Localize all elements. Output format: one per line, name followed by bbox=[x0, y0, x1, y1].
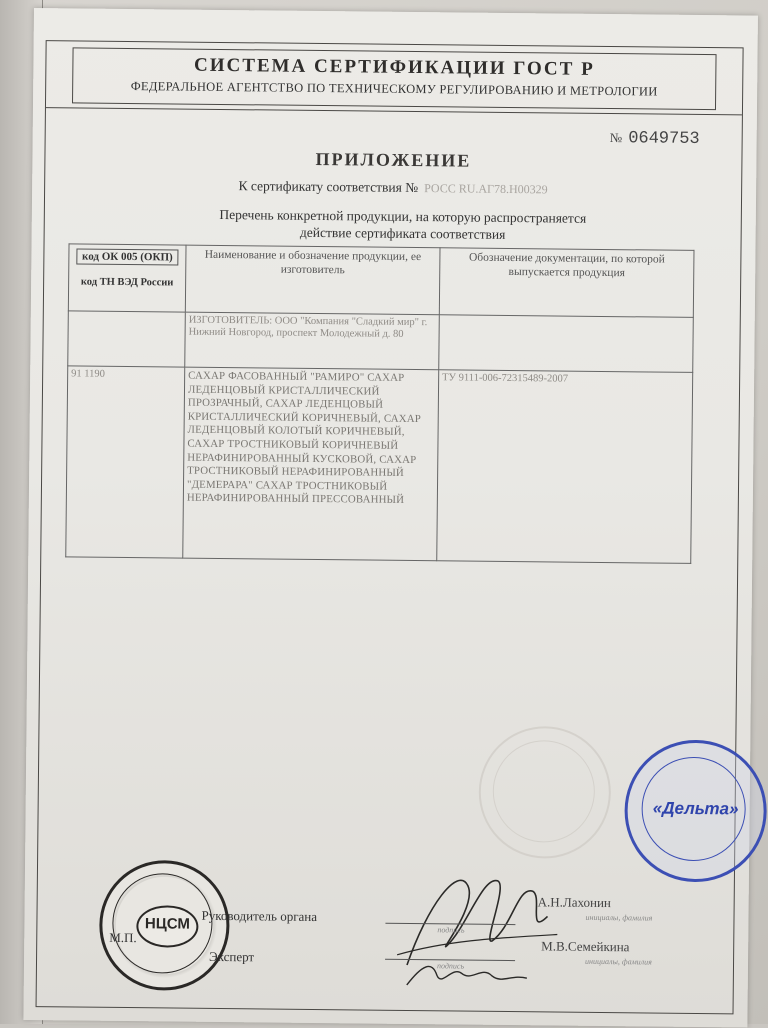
faded-seal bbox=[478, 726, 611, 859]
header-cell-product: Наименование и обозначение продукции, ее изготовитель bbox=[185, 245, 440, 315]
certificate-ref-value: РОСС RU.АГ78.Н00329 bbox=[424, 181, 548, 197]
doc-cell: ТУ 9111-006-72315489-2007 bbox=[437, 370, 693, 564]
expert-name-caption: инициалы, фамилия bbox=[585, 956, 652, 967]
table-row bbox=[66, 366, 693, 564]
product-code-cell: 91 1190 bbox=[66, 366, 185, 558]
list-title-line2: действие сертификата соответствия bbox=[299, 224, 506, 242]
delta-company-seal bbox=[624, 739, 767, 882]
ncsm-seal bbox=[99, 860, 230, 991]
tnved-code-label: код ТН ВЭД России bbox=[80, 276, 174, 289]
expert-label: Эксперт bbox=[208, 948, 255, 965]
head-name-caption: инициалы, фамилия bbox=[585, 912, 653, 923]
mp-label: М.П. bbox=[109, 929, 137, 946]
okp-code-label: код ОК 005 (ОКП) bbox=[76, 248, 178, 265]
page-title: ПРИЛОЖЕНИЕ bbox=[315, 148, 472, 171]
delta-seal-name: «Дельта» bbox=[652, 798, 739, 819]
table-row-manufacturer bbox=[68, 311, 694, 373]
number-prefix: № bbox=[609, 130, 623, 146]
header-cell-codes bbox=[68, 244, 186, 312]
manufacturer-cell: ИЗГОТОВИТЕЛЬ: ООО "Компания "Сладкий мир" г. Нижний Новгород, проспект Молодежный д. 80 bbox=[185, 312, 440, 370]
table-header-row bbox=[68, 244, 694, 318]
head-signature-caption: подпись bbox=[437, 925, 465, 935]
number-value: 0649753 bbox=[628, 129, 700, 149]
expert-signature bbox=[397, 955, 537, 996]
header-cell-doc: Обозначение документации, по которой выпускается продукция bbox=[439, 248, 694, 318]
header-box bbox=[72, 47, 717, 110]
certificate-sheet bbox=[23, 8, 758, 1028]
certificate-ref-label: К сертификату соответствия № bbox=[238, 178, 419, 196]
products-table bbox=[65, 243, 694, 564]
agency-name: ФЕДЕРАЛЬНОЕ АГЕНТСТВО ПО ТЕХНИЧЕСКОМУ РЕГУЛИРОВАНИЮ И МЕТРОЛОГИИ bbox=[130, 79, 658, 99]
document-frame bbox=[36, 40, 744, 1014]
ncsm-seal-logo: НЦСМ bbox=[136, 905, 198, 948]
expert-name: М.В.Семейкина bbox=[541, 938, 630, 955]
system-title: СИСТЕМА СЕРТИФИКАЦИИ ГОСТ Р bbox=[193, 54, 595, 80]
expert-signature-caption: подпись bbox=[436, 961, 465, 971]
document-header bbox=[46, 41, 743, 115]
head-label: Руководитель органа bbox=[201, 907, 318, 925]
list-title-line1: Перечень конкретной продукции, на которую распространяется bbox=[219, 206, 587, 226]
products-cell: САХАР ФАСОВАННЫЙ "РАМИРО" САХАР ЛЕДЕНЦОВЫЙ КРИСТАЛЛИЧЕСКИЙ ПРОЗРАЧНЫЙ, САХАР ЛЕДЕНЦОВЫЙ КРИСТАЛЛИЧЕСКИЙ КОРИЧНЕВЫЙ, САХАР ЛЕДЕНЦОВЫЙ КОЛОТЫЙ КОРИЧНЕВЫЙ, САХАР ТРОСТНИКОВЫЙ КОРИЧНЕВЫЙ НЕРАФИНИРОВАННЫЙ КУСКОВОЙ, САХАР ТРОСТНИКОВЫЙ НЕРАФИНИРОВАННЫЙ "ДЕМЕРАРА" САХАР ТРОСТНИКОВЫЙ НЕРАФИНИРОВАННЫЙ ПРЕССОВАННЫЙ bbox=[183, 367, 439, 561]
table-cell bbox=[439, 315, 694, 373]
head-name: А.Н.Лахонин bbox=[537, 894, 611, 911]
form-number bbox=[610, 129, 700, 149]
table-cell bbox=[68, 311, 186, 367]
certificate-reference bbox=[45, 176, 741, 199]
list-title bbox=[105, 205, 701, 245]
